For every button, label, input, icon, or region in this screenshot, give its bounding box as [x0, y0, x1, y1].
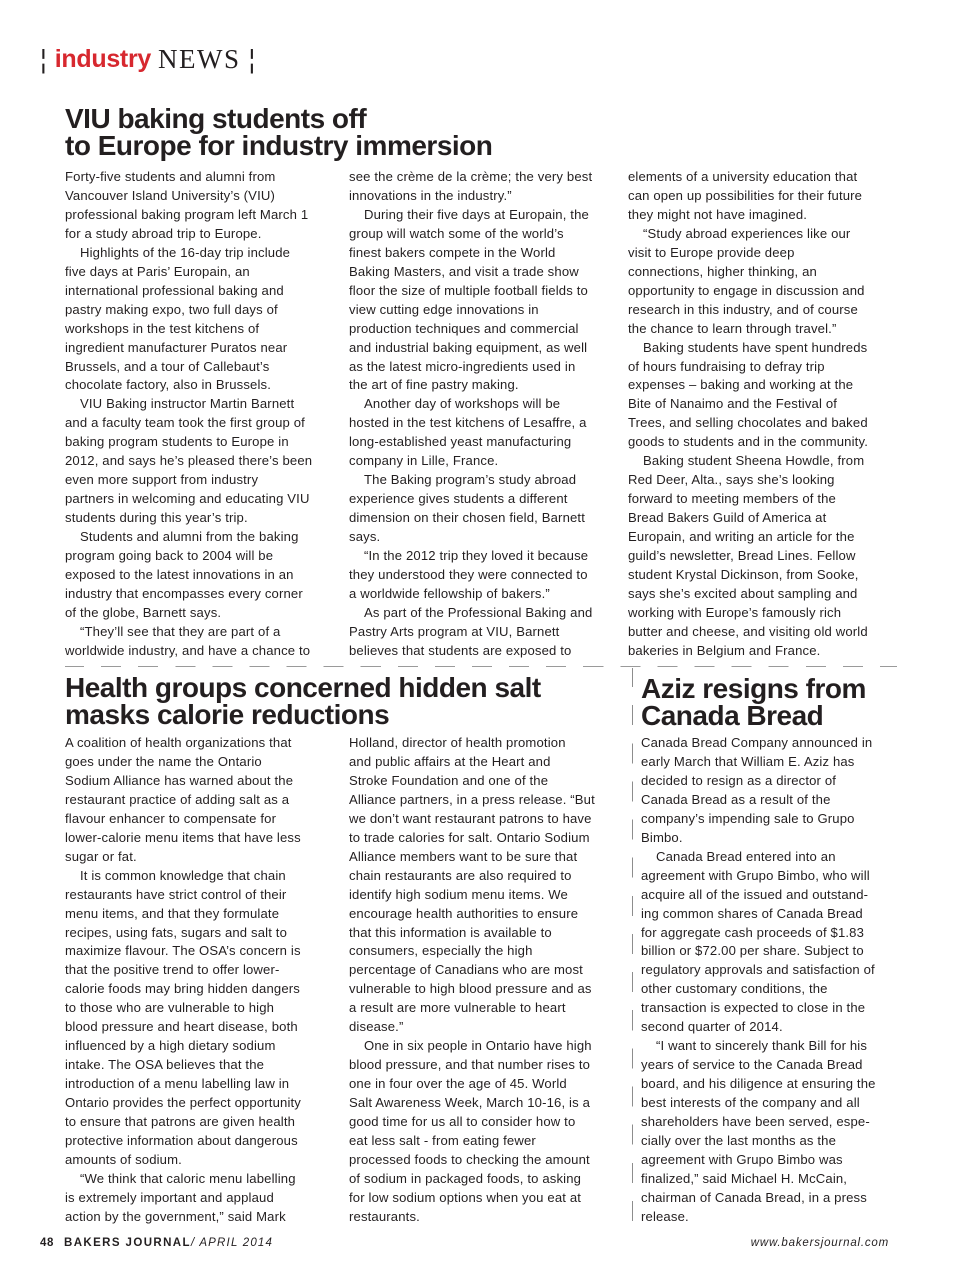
text-line: visit to Europe provide deep [628, 244, 795, 260]
text-line: a worldwide fellowship of bakers.” [349, 585, 550, 601]
header-news-word: NEWS [158, 43, 241, 74]
text-line: amounts of sodium. [65, 1151, 182, 1167]
text-line: group will watch some of the world’s [349, 225, 564, 241]
text-line: “They’ll see that they are part of a [80, 623, 281, 639]
headline-line: Aziz resigns from [641, 673, 866, 704]
headline-line: Health groups concerned hidden salt [65, 672, 541, 703]
text-line: VIU Baking instructor Martin Barnett [80, 396, 295, 412]
text-line: experience gives students a different [349, 491, 568, 507]
text-line: connections, higher thinking, an [628, 263, 817, 279]
text-line: blood pressure, and that number rises to [349, 1057, 591, 1073]
section-header [40, 42, 255, 76]
magazine-name: BAKERS JOURNAL [64, 1237, 191, 1249]
text-line: dimension on their chosen field, Barnett [349, 510, 586, 526]
text-line: “I want to sincerely thank Bill for his [656, 1038, 868, 1054]
text-line: menu items, and that they formulate [65, 905, 280, 921]
text-line: production techniques and commercial [349, 320, 579, 336]
text-line: company’s impending sale to Grupo [641, 810, 855, 826]
text-line: view cutting edge innovations in [349, 301, 539, 317]
text-line: believes that students are exposed to [349, 642, 572, 658]
text-line: cially over the last months as the [641, 1133, 837, 1149]
text-line: regulatory approvals and satisfaction of [641, 962, 875, 978]
text-line: students during this year’s trip. [65, 510, 248, 526]
text-line: elements of a university education that [628, 169, 858, 184]
text-line: transaction is expected to close in the [641, 1000, 866, 1016]
text-line: and public affairs at the Heart and [349, 753, 551, 769]
text-line: chain restaurants are also required to [349, 867, 572, 883]
text-line: a result are more vulnerable to heart [349, 1000, 566, 1016]
text-line: of hours fundraising to defray trip [628, 358, 825, 374]
text-line: influenced by a high dietary sodium [65, 1038, 276, 1054]
text-line: and a faculty team took the first group of [65, 415, 305, 431]
header-industry-word: industry [54, 44, 151, 73]
text-line: maximize flavour. The OSA’s concern is [65, 943, 301, 959]
text-line: percentage of Canadians who are most [349, 962, 583, 978]
text-line: Brussels, and a tour of Callebaut’s [65, 358, 270, 374]
text-line: blood pressure and heart disease, both [65, 1019, 298, 1035]
text-line: restaurants. [349, 1208, 420, 1224]
text-line: exposed to the latest innovations in an [65, 567, 294, 583]
text-line: action by the government,” said Mark [65, 1208, 286, 1224]
text-line: long-established yeast manufacturing [349, 434, 572, 450]
text-line: research in this industry, and of course [628, 301, 858, 317]
text-line: one in four over the age of 45. World [349, 1076, 567, 1092]
text-line: sugar or fat. [65, 848, 137, 864]
text-line: restaurants have strict control of their [65, 886, 287, 902]
article1-headline [65, 105, 492, 159]
text-line: Europain, and writing an article for the [628, 529, 855, 545]
text-line: guild’s newsletter, Bread Lines. Fellow [628, 548, 856, 564]
page-number: 48 [40, 1237, 54, 1249]
article1-column-2 [349, 168, 617, 661]
text-line: to those who are vulnerable to high [65, 1000, 275, 1016]
text-line: ingredient manufacturer Puratos near [65, 339, 288, 355]
text-line: five days at Paris’ Europain, an [65, 263, 250, 279]
text-line: other customary conditions, the [641, 981, 828, 997]
text-line: butter and cheese, and visiting old world [628, 623, 868, 639]
text-line: ing common shares of Canada Bread [641, 905, 863, 921]
headline-line: VIU baking students off [65, 103, 367, 134]
text-line: expenses – baking and working at the [628, 377, 854, 393]
text-line: billion or $72.00 per share. Subject to [641, 943, 864, 959]
text-line: of sodium in packaged foods, to asking [349, 1170, 582, 1186]
text-line: agreement with Grupo Bimbo, who will [641, 867, 870, 883]
text-line: that the positive trend to offer lower- [65, 962, 280, 978]
headline-line: to Europe for industry immersion [65, 130, 493, 161]
text-line: goes under the name the Ontario [65, 753, 262, 769]
text-line: “In the 2012 trip they loved it because [364, 548, 589, 564]
text-line: identify high sodium menu items. We [349, 886, 568, 902]
text-line: Bite of Nanaimo and the Festival of [628, 396, 838, 412]
article1-column-3 [628, 168, 898, 661]
text-line: consumers, especially the high [349, 943, 533, 959]
article1-column-1 [65, 168, 333, 661]
text-line: “We think that caloric menu labelling [80, 1170, 296, 1186]
text-line: Sodium Alliance has warned about the [65, 772, 294, 788]
text-line: The Baking program’s study abroad [364, 472, 577, 488]
text-line: acquire all of the issued and outstand- [641, 886, 869, 902]
text-line: recipes, using fats, sugars and salt to [65, 924, 288, 940]
text-line: encourage health authorities to ensure [349, 905, 579, 921]
headline-line: masks calorie reductions [65, 699, 390, 730]
text-line: Alliance partners, in a press release. “But [349, 791, 595, 807]
text-line: Bread Bakers Guild of America at [628, 510, 827, 526]
text-line: worldwide industry, and have a chance to [65, 642, 311, 658]
article3-headline [641, 675, 866, 729]
text-line: One in six people in Ontario have high [364, 1038, 592, 1054]
headline-line: Canada Bread [641, 700, 824, 731]
article2-column-1 [65, 734, 333, 1227]
text-line: student Krystal Dickinson, from Sooke, [628, 567, 859, 583]
text-line: Baking Masters, and visit a trade show [349, 263, 579, 279]
text-line: intake. The OSA believes that the [65, 1057, 265, 1073]
text-line: floor the size of multiple football fields to [349, 282, 588, 298]
article3-column-1 [641, 734, 899, 1227]
text-line: professional baking program left March 1 [65, 206, 309, 222]
issue-date: / APRIL 2014 [190, 1237, 274, 1249]
text-line: finalized,” said Michael H. McCain, [641, 1170, 848, 1186]
text-line: innovations in the industry.” [349, 187, 512, 203]
text-line: restaurant practice of adding salt as a [65, 791, 290, 807]
text-line: hosted in the test kitchens of Lesaffre, a [349, 415, 587, 431]
column-divider-rule [632, 668, 633, 1228]
text-line: Baking student Sheena Howdle, from [643, 453, 865, 469]
article2-headline [65, 674, 541, 728]
text-line: baking program students to Europe in [65, 434, 289, 450]
text-line: years of service to the Canada Bread [641, 1057, 863, 1073]
text-line: to trade calories for salt. Ontario Sodium [349, 829, 590, 845]
text-line: working with Europe’s famously rich [628, 604, 842, 620]
text-line: partners in welcoming and educating VIU [65, 491, 310, 507]
header-right-bar: ¦ [248, 44, 256, 74]
text-line: chocolate factory, also in Brussels. [65, 377, 272, 393]
text-line: even more support from industry [65, 472, 259, 488]
text-line: Trees, and selling chocolates and baked [628, 415, 868, 431]
text-line: As part of the Professional Baking and [364, 604, 593, 620]
text-line: Baking students have spent hundreds [643, 339, 868, 355]
text-line: forward to meeting members of the [628, 491, 836, 507]
text-line: for a study abroad trip to Europe. [65, 225, 262, 241]
text-line: we don’t want restaurant patrons to have [349, 810, 592, 826]
text-line: Students and alumni from the baking [80, 529, 299, 545]
text-line: early March that William E. Aziz has [641, 753, 855, 769]
text-line: the art of fine pastry making. [349, 377, 519, 393]
text-line: industry that encompasses every corner [65, 585, 303, 601]
text-line: processed foods to checking the amount [349, 1151, 590, 1167]
text-line: can open up possibilities for their future [628, 187, 863, 203]
text-line: second quarter of 2014. [641, 1019, 783, 1035]
text-line: that this information is available to [349, 924, 552, 940]
text-line: Vancouver Island University’s (VIU) [65, 187, 275, 203]
text-line: agreement with Grupo Bimbo was [641, 1151, 843, 1167]
text-line: pastry making expo, two full days of [65, 301, 278, 317]
article2-column-2 [349, 734, 617, 1227]
text-line: for low sodium options when you eat at [349, 1189, 582, 1205]
footer-folio [40, 1237, 273, 1249]
text-line: shareholders have been served, espe- [641, 1114, 870, 1130]
text-line: says. [349, 529, 381, 545]
text-line: eat less salt - from eating fewer [349, 1133, 536, 1149]
text-line: finest bakers compete in the World [349, 244, 556, 260]
text-line: Stroke Foundation and one of the [349, 772, 549, 788]
text-line: A coalition of health organizations that [65, 735, 292, 750]
text-line: “Study abroad experiences like our [643, 225, 851, 241]
text-line: Ontario provides the perfect opportunity [65, 1095, 301, 1111]
footer-website-link[interactable]: www.bakersjournal.com [750, 1237, 889, 1249]
text-line: and industrial baking equipment, as well [349, 339, 588, 355]
text-line: is extremely important and applaud [65, 1189, 274, 1205]
section-divider-rule [65, 666, 897, 667]
text-line: international professional baking and [65, 282, 284, 298]
text-line: Canada Bread Company announced in [641, 735, 873, 750]
text-line: decided to resign as a director of [641, 772, 837, 788]
text-line: protective information about dangerous [65, 1133, 298, 1149]
text-line: the chance to learn through travel.” [628, 320, 837, 336]
text-line: goods to students and in the community. [628, 434, 868, 450]
text-line: they might not have imagined. [628, 206, 808, 222]
text-line: Bimbo. [641, 829, 683, 845]
text-line: program going back to 2004 will be [65, 548, 274, 564]
text-line: Holland, director of health promotion [349, 735, 566, 750]
text-line: release. [641, 1208, 689, 1224]
text-line: as the latest micro-ingredients used in [349, 358, 576, 374]
text-line: says she’s excited about sampling and [628, 585, 858, 601]
text-line: Canada Bread entered into an [656, 848, 836, 864]
text-line: best interests of the company and all [641, 1095, 860, 1111]
text-line: Highlights of the 16-day trip include [80, 244, 291, 260]
text-line: introduction of a menu labelling law in [65, 1076, 290, 1092]
text-line: Red Deer, Alta., says she’s looking [628, 472, 835, 488]
text-line: Alliance members want to be sure that [349, 848, 578, 864]
text-line: for aggregate cash proceeds of $1.83 [641, 924, 865, 940]
text-line: see the crème de la crème; the very best [349, 169, 593, 184]
text-line: Forty-five students and alumni from [65, 169, 276, 184]
text-line: disease.” [349, 1019, 404, 1035]
text-line: chairman of Canada Bread, in a press [641, 1189, 867, 1205]
text-line: opportunity to engage in discussion and [628, 282, 865, 298]
text-line: good time for us all to consider how to [349, 1114, 576, 1130]
text-line: flavour enhancer to compensate for [65, 810, 277, 826]
text-line: of the globe, Barnett says. [65, 604, 222, 620]
text-line: It is common knowledge that chain [80, 867, 286, 883]
text-line: company in Lille, France. [349, 453, 499, 469]
text-line: calorie foods may bring hidden dangers [65, 981, 300, 997]
text-line: During their five days at Europain, the [364, 206, 589, 222]
header-left-bar: ¦ [40, 44, 47, 74]
text-line: 2012, and says he’s pleased there’s been [65, 453, 313, 469]
text-line: workshops in the test kitchens of [65, 320, 260, 336]
text-line: board, and his diligence at ensuring the [641, 1076, 876, 1092]
text-line: bakeries in Belgium and France. [628, 642, 821, 658]
text-line: to ensure that patrons are given health [65, 1114, 296, 1130]
text-line: lower-calorie menu items that have less [65, 829, 301, 845]
text-line: Canada Bread as a result of the [641, 791, 831, 807]
text-line: Another day of workshops will be [364, 396, 561, 412]
text-line: vulnerable to high blood pressure and as [349, 981, 592, 997]
text-line: Pastry Arts program at VIU, Barnett [349, 623, 560, 639]
text-line: Salt Awareness Week, March 10-16, is a [349, 1095, 591, 1111]
text-line: they understood they were connected to [349, 567, 588, 583]
